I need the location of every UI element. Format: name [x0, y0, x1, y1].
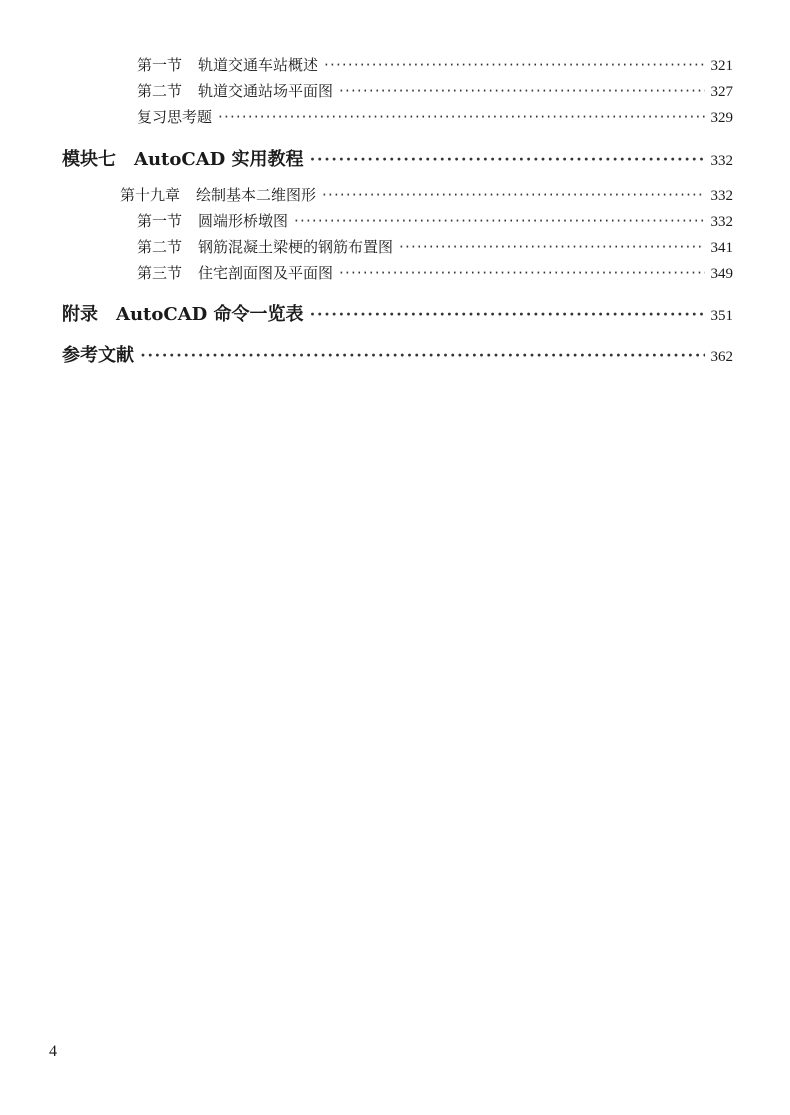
section-number: 第一节	[137, 212, 183, 230]
page-reference: 321	[710, 58, 733, 74]
section-title: 轨道交通站场平面图	[198, 82, 334, 100]
dot-leader	[140, 345, 705, 363]
module-title: AutoCAD 实用教程	[134, 149, 304, 170]
page-reference: 332	[710, 214, 733, 230]
section-title: 圆端形桥墩图	[198, 212, 289, 230]
toc-chapter	[120, 184, 733, 205]
page-reference: 332	[710, 188, 733, 204]
page-reference: 332	[710, 153, 733, 169]
entry-label	[137, 236, 399, 257]
dot-leader	[218, 108, 704, 123]
entry-label	[137, 80, 339, 101]
entry-label	[137, 54, 324, 75]
dot-leader	[322, 186, 704, 201]
toc-entry	[137, 210, 733, 231]
page-reference: 329	[710, 110, 733, 126]
module-number: 模块七	[62, 149, 116, 170]
dot-leader	[324, 56, 704, 71]
dot-leader	[310, 149, 705, 167]
chapter-number: 第十九章	[120, 186, 181, 204]
section-title: 钢筋混凝土梁梗的钢筋布置图	[198, 238, 394, 256]
section-title: 住宅剖面图及平面图	[198, 264, 334, 282]
section-number: 第二节	[137, 238, 183, 256]
entry-label	[137, 210, 294, 231]
dot-leader	[339, 82, 704, 97]
page-reference: 327	[710, 84, 733, 100]
section-title: 复习思考题	[137, 108, 213, 126]
toc-module-heading	[62, 341, 733, 367]
page-reference: 341	[710, 240, 733, 256]
section-number: 第一节	[137, 56, 183, 74]
toc-entry	[137, 106, 733, 127]
page-number: 4	[49, 1043, 57, 1060]
appendix-label: 附录	[62, 304, 98, 325]
entry-label	[62, 300, 310, 326]
dot-leader	[339, 264, 704, 279]
entry-label	[137, 262, 339, 283]
appendix-title: AutoCAD 命令一览表	[116, 304, 304, 325]
entry-label	[62, 341, 140, 367]
toc-entry	[137, 54, 733, 75]
page-reference: 351	[710, 308, 733, 324]
chapter-title: 绘制基本二维图形	[196, 186, 317, 204]
page-reference: 349	[710, 266, 733, 282]
dot-leader	[294, 212, 704, 227]
section-number: 第三节	[137, 264, 183, 282]
references-title: 参考文献	[62, 345, 134, 366]
dot-leader	[310, 304, 705, 322]
dot-leader	[399, 238, 704, 253]
toc-module-heading	[62, 145, 733, 171]
entry-label	[120, 184, 322, 205]
entry-label	[62, 145, 310, 171]
section-number: 第二节	[137, 82, 183, 100]
section-title: 轨道交通车站概述	[198, 56, 319, 74]
toc-entry	[137, 236, 733, 257]
page-reference: 362	[710, 349, 733, 365]
toc-module-heading	[62, 300, 733, 326]
toc-entry	[137, 80, 733, 101]
toc-entry	[137, 262, 733, 283]
entry-label	[137, 106, 218, 127]
